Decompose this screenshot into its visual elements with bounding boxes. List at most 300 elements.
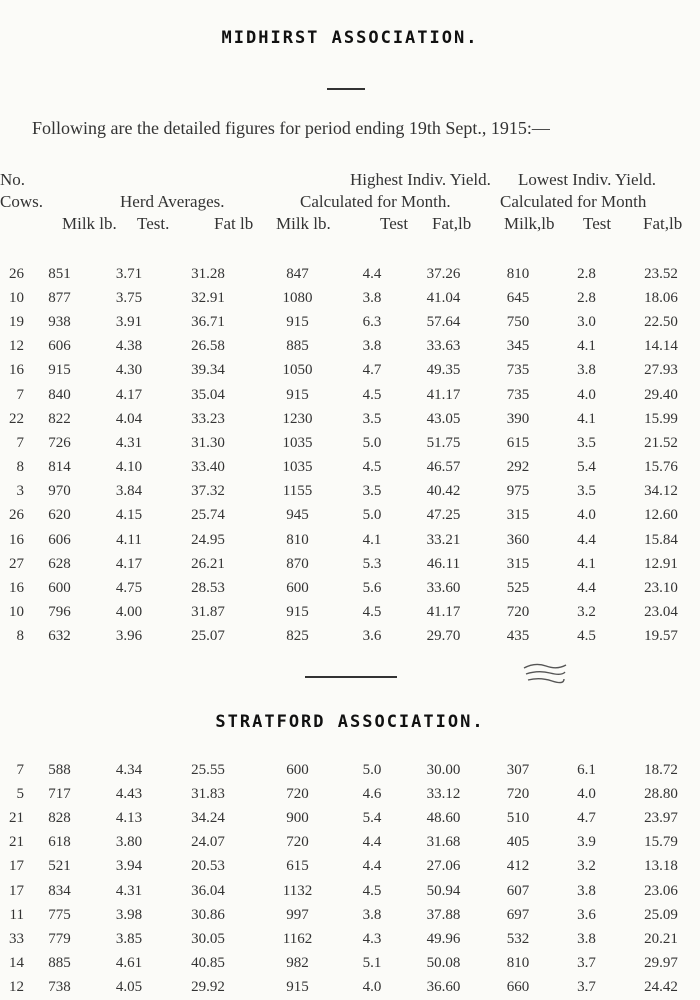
table-cell: 29.97 xyxy=(644,955,678,972)
table-cell: 39.34 xyxy=(191,362,225,379)
table-row xyxy=(0,625,700,649)
table-cell: 33 xyxy=(9,930,24,947)
table-cell: 25.55 xyxy=(191,761,225,778)
table-cell: 29.40 xyxy=(644,386,678,403)
table-cell: 775 xyxy=(48,906,71,923)
table-cell: 15.84 xyxy=(644,531,678,548)
table-row xyxy=(0,952,700,976)
table-cell: 660 xyxy=(506,979,530,996)
table-cell: 31.28 xyxy=(191,265,225,282)
table-cell: 30.00 xyxy=(426,761,461,778)
table-cell: 5.0 xyxy=(362,507,382,524)
table-cell: 877 xyxy=(48,289,71,306)
table-cell: 23.10 xyxy=(644,580,678,597)
table-cell: 22.50 xyxy=(644,313,678,330)
table-cell: 7 xyxy=(16,761,24,778)
table-cell: 21.52 xyxy=(644,434,678,451)
table-cell: 26 xyxy=(9,507,24,524)
table-cell: 970 xyxy=(48,483,71,500)
sub-fat3: Fat,lb xyxy=(643,214,683,233)
table-cell: 3.8 xyxy=(577,362,596,379)
table-row xyxy=(0,855,700,879)
table-cell: 4.5 xyxy=(362,386,382,403)
table-cell: 997 xyxy=(286,906,309,923)
table-cell: 4.4 xyxy=(362,858,382,875)
table-cell: 23.52 xyxy=(644,265,678,282)
table-cell: 814 xyxy=(48,459,71,476)
table-cell: 1035 xyxy=(282,459,313,476)
table-cell: 915 xyxy=(286,979,309,996)
table-cell: 4.6 xyxy=(362,785,382,802)
table-cell: 3.84 xyxy=(115,483,143,500)
table-cell: 3.98 xyxy=(115,906,143,923)
table-cell: 5.4 xyxy=(362,809,382,826)
table-cell: 810 xyxy=(286,531,309,548)
table-cell: 47.25 xyxy=(426,507,461,524)
table-cell: 4.5 xyxy=(362,604,382,621)
table-cell: 4.1 xyxy=(577,338,596,355)
table-row xyxy=(0,262,700,286)
table-cell: 29.70 xyxy=(426,628,461,645)
table-cell: 15.79 xyxy=(644,834,678,851)
table-cell: 3.9 xyxy=(577,834,596,851)
table-cell: 870 xyxy=(286,555,309,572)
table-cell: 46.11 xyxy=(426,555,461,572)
table-cell: 31.68 xyxy=(426,834,461,851)
table-cell: 17 xyxy=(9,858,24,875)
table-cell: 57.64 xyxy=(426,313,461,330)
table-cell: 405 xyxy=(506,834,530,851)
table-cell: 25.09 xyxy=(644,906,678,923)
table-cell: 5.3 xyxy=(362,555,382,572)
table-cell: 607 xyxy=(506,882,530,899)
header-herd-averages: Herd Averages. xyxy=(120,192,225,211)
table-row xyxy=(0,831,700,855)
table-row xyxy=(0,927,700,951)
table-cell: 12.60 xyxy=(644,507,678,524)
table-cell: 3 xyxy=(16,483,24,500)
table-cell: 3.2 xyxy=(577,604,596,621)
intro-text: Following are the detailed figures for period ending 19th Sept., 1915:— xyxy=(32,118,550,138)
table-cell: 796 xyxy=(48,604,71,621)
table-row xyxy=(0,480,700,504)
table-cell: 4.00 xyxy=(115,604,143,621)
header-highest: Highest Indiv. Yield. xyxy=(350,170,491,189)
table-cell: 750 xyxy=(506,313,530,330)
table-cell: 12.91 xyxy=(644,555,678,572)
table-cell: 33.60 xyxy=(426,580,461,597)
table-row xyxy=(0,310,700,334)
table-cell: 1035 xyxy=(282,434,313,451)
sub-test1: Test. xyxy=(137,214,170,233)
table-cell: 3.96 xyxy=(115,628,143,645)
table-cell: 26.21 xyxy=(191,555,225,572)
table-cell: 31.83 xyxy=(191,785,225,802)
table-cell: 4.17 xyxy=(115,555,143,572)
table-cell: 600 xyxy=(48,580,71,597)
table-cell: 4.5 xyxy=(362,459,382,476)
table-cell: 615 xyxy=(506,434,530,451)
table-cell: 34.12 xyxy=(644,483,678,500)
table-cell: 615 xyxy=(286,858,309,875)
table-cell: 847 xyxy=(286,265,309,282)
table-cell: 4.31 xyxy=(115,882,143,899)
table-cell: 735 xyxy=(506,362,530,379)
table-cell: 48.60 xyxy=(426,809,461,826)
table-cell: 1050 xyxy=(282,362,313,379)
table-cell: 5 xyxy=(16,785,24,802)
table-cell: 4.11 xyxy=(116,531,142,548)
table-cell: 1230 xyxy=(282,410,313,427)
table-cell: 834 xyxy=(48,882,71,899)
table-cell: 28.53 xyxy=(191,580,225,597)
table-cell: 40.85 xyxy=(191,955,225,972)
table-cell: 717 xyxy=(48,785,71,802)
table-cell: 840 xyxy=(48,386,71,403)
table-cell: 628 xyxy=(48,555,71,572)
table-cell: 3.6 xyxy=(577,906,596,923)
table-cell: 41.04 xyxy=(426,289,461,306)
table-cell: 50.94 xyxy=(426,882,461,899)
table-cell: 34.24 xyxy=(191,809,225,826)
table-cell: 885 xyxy=(286,338,309,355)
table-cell: 412 xyxy=(506,858,530,875)
table-cell: 4.5 xyxy=(577,628,596,645)
sub-fat1: Fat lb xyxy=(214,214,254,233)
table-cell: 3.5 xyxy=(362,483,382,500)
table-cell: 3.7 xyxy=(577,979,596,996)
table-cell: 588 xyxy=(48,761,71,778)
table-cell: 606 xyxy=(48,531,71,548)
table-row xyxy=(0,456,700,480)
table-cell: 16 xyxy=(9,362,24,379)
table-cell: 525 xyxy=(506,580,530,597)
table-cell: 600 xyxy=(286,761,309,778)
table-cell: 10 xyxy=(9,604,24,621)
table-cell: 720 xyxy=(286,834,309,851)
table-cell: 35.04 xyxy=(191,386,225,403)
table-cell: 4.17 xyxy=(115,386,143,403)
header-highest-calc: Calculated for Month. xyxy=(300,192,451,211)
table-cell: 31.87 xyxy=(191,604,225,621)
table-row xyxy=(0,383,700,407)
table-cell: 1080 xyxy=(282,289,313,306)
table-cell: 1132 xyxy=(282,882,313,899)
table-cell: 27.06 xyxy=(426,858,461,875)
table-cell: 1155 xyxy=(282,483,313,500)
table-cell: 779 xyxy=(48,930,71,947)
table-cell: 37.32 xyxy=(191,483,225,500)
table-cell: 620 xyxy=(48,507,71,524)
table-cell: 51.75 xyxy=(426,434,461,451)
table-cell: 3.85 xyxy=(115,930,143,947)
table-cell: 18.06 xyxy=(644,289,678,306)
table-cell: 33.40 xyxy=(191,459,225,476)
table-cell: 982 xyxy=(286,955,309,972)
table-row xyxy=(0,601,700,625)
table-cell: 8 xyxy=(16,459,24,476)
table-row xyxy=(0,782,700,806)
sub-test2: Test xyxy=(380,214,409,233)
sub-milk3: Milk,lb xyxy=(504,214,555,233)
table-cell: 6.3 xyxy=(362,313,382,330)
table-cell: 26.58 xyxy=(191,338,225,355)
table-cell: 4.7 xyxy=(362,362,382,379)
table-cell: 618 xyxy=(48,834,71,851)
table-cell: 4.1 xyxy=(577,555,596,572)
table-cell: 16 xyxy=(9,580,24,597)
table-cell: 885 xyxy=(48,955,71,972)
table-cell: 2.8 xyxy=(577,289,596,306)
table-cell: 4.4 xyxy=(577,580,596,597)
table-cell: 4.4 xyxy=(362,265,382,282)
table-cell: 600 xyxy=(286,580,309,597)
table-cell: 4.4 xyxy=(362,834,382,851)
table-cell: 851 xyxy=(48,265,71,282)
table-cell: 24.42 xyxy=(644,979,678,996)
table-cell: 23.06 xyxy=(644,882,678,899)
table-cell: 3.8 xyxy=(362,289,382,306)
table-cell: 16 xyxy=(9,531,24,548)
table-cell: 5.4 xyxy=(577,459,596,476)
table-cell: 12 xyxy=(9,338,24,355)
table-row xyxy=(0,552,700,576)
table-cell: 4.7 xyxy=(577,809,596,826)
table-cell: 4.1 xyxy=(577,410,596,427)
table-cell: 345 xyxy=(506,338,530,355)
table-cell: 1162 xyxy=(282,930,313,947)
table-cell: 3.71 xyxy=(115,265,143,282)
table-cell: 33.63 xyxy=(426,338,461,355)
table-cell: 6.1 xyxy=(577,761,596,778)
table-cell: 532 xyxy=(506,930,530,947)
table-cell: 938 xyxy=(48,313,71,330)
table-cell: 915 xyxy=(286,386,309,403)
table-cell: 5.1 xyxy=(362,955,382,972)
table-cell: 4.3 xyxy=(362,930,382,947)
table-cell: 37.88 xyxy=(426,906,461,923)
table-cell: 645 xyxy=(506,289,530,306)
header-no: No. xyxy=(0,170,26,189)
table-row xyxy=(0,431,700,455)
table-cell: 28.80 xyxy=(644,785,678,802)
table-cell: 720 xyxy=(286,785,309,802)
table-cell: 49.35 xyxy=(426,362,461,379)
table-cell: 3.8 xyxy=(362,906,382,923)
table-cell: 33.23 xyxy=(191,410,225,427)
table-row xyxy=(0,879,700,903)
table-cell: 20.21 xyxy=(644,930,678,947)
table-cell: 4.61 xyxy=(115,955,143,972)
table-cell: 4.30 xyxy=(115,362,143,379)
table-cell: 17 xyxy=(9,882,24,899)
table-cell: 49.96 xyxy=(426,930,461,947)
table-cell: 3.6 xyxy=(362,628,382,645)
table-cell: 521 xyxy=(48,858,71,875)
table-cell: 4.0 xyxy=(362,979,382,996)
table-cell: 735 xyxy=(506,386,530,403)
table-cell: 3.8 xyxy=(577,930,596,947)
table-cell: 3.91 xyxy=(115,313,143,330)
table-cell: 21 xyxy=(9,834,24,851)
table-cell: 32.91 xyxy=(191,289,225,306)
table-cell: 25.74 xyxy=(191,507,225,524)
table-cell: 720 xyxy=(506,604,530,621)
table-row xyxy=(0,504,700,528)
sub-milk1: Milk lb. xyxy=(62,214,117,233)
table-cell: 3.80 xyxy=(115,834,143,851)
table-cell: 606 xyxy=(48,338,71,355)
table-cell: 14.14 xyxy=(644,338,678,355)
header-lowest-calc: Calculated for Month xyxy=(500,192,647,211)
table-cell: 19 xyxy=(9,313,24,330)
table-cell: 738 xyxy=(48,979,71,996)
table-cell: 7 xyxy=(16,434,24,451)
table-cell: 22 xyxy=(9,410,24,427)
table-cell: 900 xyxy=(286,809,309,826)
stratford-title: STRATFORD ASSOCIATION. xyxy=(215,712,485,732)
table-cell: 7 xyxy=(16,386,24,403)
table-cell: 41.17 xyxy=(426,604,461,621)
table-cell: 945 xyxy=(286,507,309,524)
table-cell: 3.5 xyxy=(362,410,382,427)
table-row xyxy=(0,359,700,383)
table-row xyxy=(0,407,700,431)
table-cell: 15.76 xyxy=(644,459,678,476)
table-cell: 33.21 xyxy=(426,531,461,548)
table-cell: 3.7 xyxy=(577,955,596,972)
table-cell: 3.94 xyxy=(115,858,143,875)
table-cell: 4.10 xyxy=(115,459,143,476)
table-cell: 27.93 xyxy=(644,362,678,379)
table-cell: 5.0 xyxy=(362,434,382,451)
table-cell: 8 xyxy=(16,628,24,645)
table-cell: 4.05 xyxy=(115,979,143,996)
table-cell: 24.07 xyxy=(191,834,225,851)
table-cell: 3.2 xyxy=(577,858,596,875)
table-cell: 822 xyxy=(48,410,71,427)
table-cell: 4.04 xyxy=(115,410,143,427)
table-cell: 4.75 xyxy=(115,580,143,597)
header-lowest: Lowest Indiv. Yield. xyxy=(518,170,657,189)
table-cell: 40.42 xyxy=(426,483,461,500)
table-cell: 20.53 xyxy=(191,858,225,875)
header-cows: Cows. xyxy=(0,192,43,211)
sub-test3: Test xyxy=(583,214,612,233)
table-cell: 307 xyxy=(506,761,530,778)
table-cell: 30.05 xyxy=(191,930,225,947)
table-cell: 632 xyxy=(48,628,71,645)
title-rule xyxy=(327,88,365,90)
midhirst-table xyxy=(0,262,700,649)
table-cell: 3.5 xyxy=(577,483,596,500)
table-row xyxy=(0,576,700,600)
table-cell: 4.0 xyxy=(577,386,596,403)
table-cell: 390 xyxy=(506,410,530,427)
table-cell: 29.92 xyxy=(191,979,225,996)
stratford-table xyxy=(0,758,700,1000)
table-cell: 3.8 xyxy=(362,338,382,355)
table-cell: 33.12 xyxy=(426,785,461,802)
table-cell: 4.5 xyxy=(362,882,382,899)
table-cell: 915 xyxy=(48,362,71,379)
table-cell: 4.43 xyxy=(115,785,143,802)
section-rule xyxy=(305,676,397,678)
table-cell: 4.13 xyxy=(115,809,143,826)
table-cell: 3.8 xyxy=(577,882,596,899)
table-cell: 4.34 xyxy=(115,761,143,778)
table-cell: 23.97 xyxy=(644,809,678,826)
sub-milk2: Milk lb. xyxy=(276,214,331,233)
table-cell: 828 xyxy=(48,809,71,826)
table-cell: 4.15 xyxy=(115,507,143,524)
table-cell: 810 xyxy=(506,955,530,972)
table-cell: 5.0 xyxy=(362,761,382,778)
sub-fat2: Fat,lb xyxy=(432,214,472,233)
table-row xyxy=(0,758,700,782)
midhirst-title: MIDHIRST ASSOCIATION. xyxy=(221,28,479,48)
table-cell: 4.1 xyxy=(362,531,382,548)
table-cell: 315 xyxy=(506,507,530,524)
table-cell: 11 xyxy=(9,906,24,923)
table-cell: 697 xyxy=(506,906,530,923)
table-cell: 24.95 xyxy=(191,531,225,548)
table-cell: 19.57 xyxy=(644,628,678,645)
table-cell: 15.99 xyxy=(644,410,678,427)
table-cell: 21 xyxy=(9,809,24,826)
table-cell: 726 xyxy=(48,434,71,451)
table-cell: 4.4 xyxy=(577,531,596,548)
table-cell: 30.86 xyxy=(191,906,225,923)
table-cell: 4.0 xyxy=(577,507,596,524)
table-row xyxy=(0,806,700,830)
table-row xyxy=(0,335,700,359)
ink-stamp-mark xyxy=(520,660,570,688)
table-row xyxy=(0,903,700,927)
table-cell: 510 xyxy=(506,809,530,826)
table-cell: 3.75 xyxy=(115,289,143,306)
table-cell: 23.04 xyxy=(644,604,678,621)
table-cell: 37.26 xyxy=(426,265,461,282)
table-cell: 31.30 xyxy=(191,434,225,451)
table-cell: 25.07 xyxy=(191,628,225,645)
table-cell: 315 xyxy=(506,555,530,572)
table-cell: 810 xyxy=(506,265,530,282)
table-cell: 12 xyxy=(9,979,24,996)
table-cell: 13.18 xyxy=(644,858,678,875)
table-cell: 36.60 xyxy=(426,979,461,996)
table-row xyxy=(0,286,700,310)
table-cell: 292 xyxy=(506,459,530,476)
table-cell: 18.72 xyxy=(644,761,678,778)
table-cell: 4.0 xyxy=(577,785,596,802)
table-cell: 36.71 xyxy=(191,313,225,330)
table-row xyxy=(0,976,700,1000)
table-cell: 10 xyxy=(9,289,24,306)
table-cell: 41.17 xyxy=(426,386,461,403)
table-cell: 720 xyxy=(506,785,530,802)
table-cell: 46.57 xyxy=(426,459,461,476)
table-cell: 27 xyxy=(9,555,24,572)
table-cell: 36.04 xyxy=(191,882,225,899)
table-row xyxy=(0,528,700,552)
table-cell: 825 xyxy=(286,628,309,645)
table-cell: 915 xyxy=(286,313,309,330)
table-cell: 360 xyxy=(506,531,530,548)
table-cell: 5.6 xyxy=(362,580,382,597)
table-cell: 3.5 xyxy=(577,434,596,451)
table-cell: 435 xyxy=(506,628,530,645)
